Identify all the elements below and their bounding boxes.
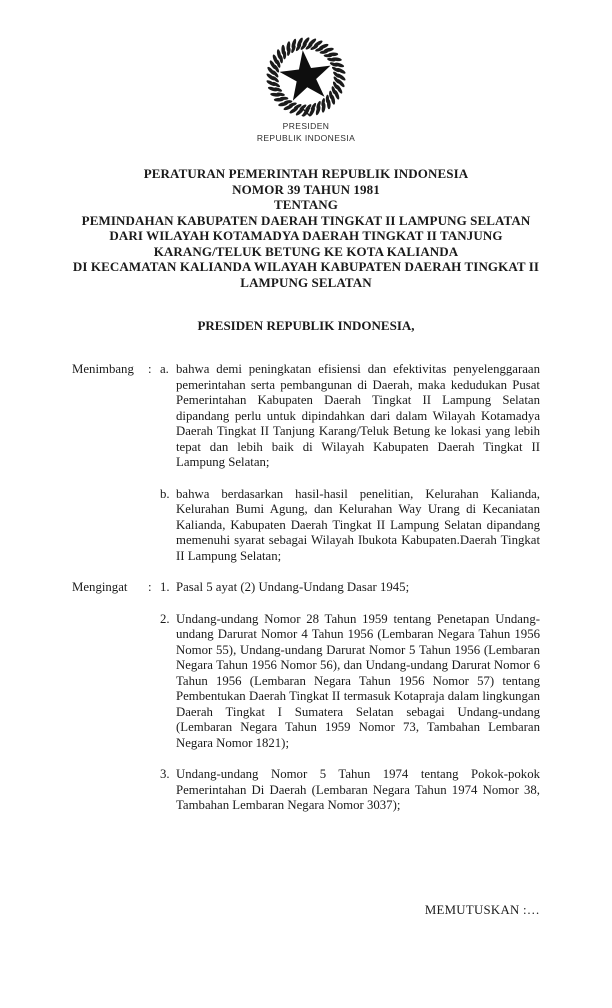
salutation: PRESIDEN REPUBLIK INDONESIA, bbox=[197, 318, 415, 333]
title-line: TENTANG bbox=[273, 197, 339, 212]
section-label: Menimbang bbox=[72, 362, 134, 376]
clause-marker: 1. bbox=[160, 580, 170, 594]
document-body bbox=[72, 362, 540, 830]
section-menimbang bbox=[72, 362, 540, 580]
clause-marker: b. bbox=[160, 486, 170, 501]
clause-marker: 2. bbox=[160, 611, 170, 626]
continuation-line: MEMUTUSKAN :… bbox=[424, 903, 540, 917]
section-colon: : bbox=[148, 362, 152, 376]
section-items bbox=[160, 580, 540, 830]
section-items bbox=[160, 362, 540, 580]
title-line: PEMINDAHAN KABUPATEN DAERAH TINGKAT II LAMPUNG SELATAN bbox=[81, 212, 531, 228]
clause-item-a bbox=[160, 362, 540, 471]
title-line: PERATURAN PEMERINTAH REPUBLIK INDONESIA bbox=[143, 166, 469, 181]
section-mengingat bbox=[72, 580, 540, 830]
clause-item-3 bbox=[160, 767, 540, 814]
section-label: Mengingat bbox=[72, 580, 128, 594]
clause-marker: 3. bbox=[160, 767, 170, 781]
clause-text: Undang-undang Nomor 5 Tahun 1974 tentang Pokok-pokok Pemerintahan Di Daerah (Lembaran Negara Tahun 1974 Nomor 38, Tambahan Lembaran Negara Nomor 3037); bbox=[176, 767, 540, 812]
letterhead-line-republik: REPUBLIK INDONESIA bbox=[256, 133, 356, 143]
clause-marker: a. bbox=[160, 362, 169, 376]
title-line: LAMPUNG SELATAN bbox=[240, 274, 372, 290]
title-line: NOMOR 39 TAHUN 1981 bbox=[232, 181, 380, 197]
letterhead-line-presiden: PRESIDEN bbox=[282, 121, 330, 131]
document-title bbox=[34, 166, 578, 290]
title-line: DARI WILAYAH KOTAMADYA DAERAH TINGKAT II TANJUNG bbox=[109, 228, 503, 243]
title-line: KARANG/TELUK BETUNG KE KOTA KALIANDA bbox=[153, 243, 459, 259]
clause-text: bahwa demi peningkatan efisiensi dan efektivitas penyelenggaraan pemerintahan serta pembangunan di Daerah, maka kedudukan Pusat Pemerintahan Kabupaten Daerah Tingkat II Lampung Selatan dipandang perlu untuk dipindahkan dari dalam Wilayah Kotamadya Daerah Tingkat II Tanjung Karang/Teluk Betung ke lokasi yang lebih tepat dan lebih baik di Wilayah Kabupaten Daerah Tingkat II Lampung Selatan; bbox=[176, 362, 540, 469]
clause-item-1 bbox=[160, 580, 540, 596]
clause-text: Pasal 5 ayat (2) Undang-Undang Dasar 1945; bbox=[176, 580, 410, 594]
clause-item-2 bbox=[160, 612, 540, 752]
presidential-seal-icon bbox=[260, 36, 352, 120]
clause-item-b bbox=[160, 487, 540, 565]
clause-text: bahwa berdasarkan hasil-hasil penelitian, Kelurahan Kalianda, Kelurahan Bumi Agung, dan Kelurahan Way Urang di Kecaniatan Kalianda, Kabupaten Daerah Tingkat II Lampung Selatan dipandang memenuhi syarat sebagai Wilayah Ibukota Kabupaten.Daerah Tingkat II Lampung Selatan; bbox=[176, 486, 540, 563]
clause-text: Undang-undang Nomor 28 Tahun 1959 tentang Penetapan Undang-undang Darurat Nomor 4 Tahun 1956 (Lembaran Negara Tahun 1956 Nomor 55), Undang-undang Darurat Nomor 5 Tahun 1956 (Lembaran Negara Tahun 1956 Nomor 56), dan Undang-undang Darurat Nomor 6 Tahun 1956 (Lembaran Negara Tahun 1956 Nomor 57) tentang Pembentukan Daerah Tingkat II termasuk Kotapraja dalam lingkungan Daerah Tingkat I Sumatera Selatan sebagai Undang-undang (Lembaran Negara Tahun 1959 Nomor 73, Tambahan Lembaran Negara Nomor 1821); bbox=[176, 611, 540, 750]
letterhead bbox=[0, 120, 612, 144]
title-line: DI KECAMATAN KALIANDA WILAYAH KABUPATEN DAERAH TINGKAT II bbox=[72, 259, 540, 274]
section-colon: : bbox=[148, 580, 152, 594]
